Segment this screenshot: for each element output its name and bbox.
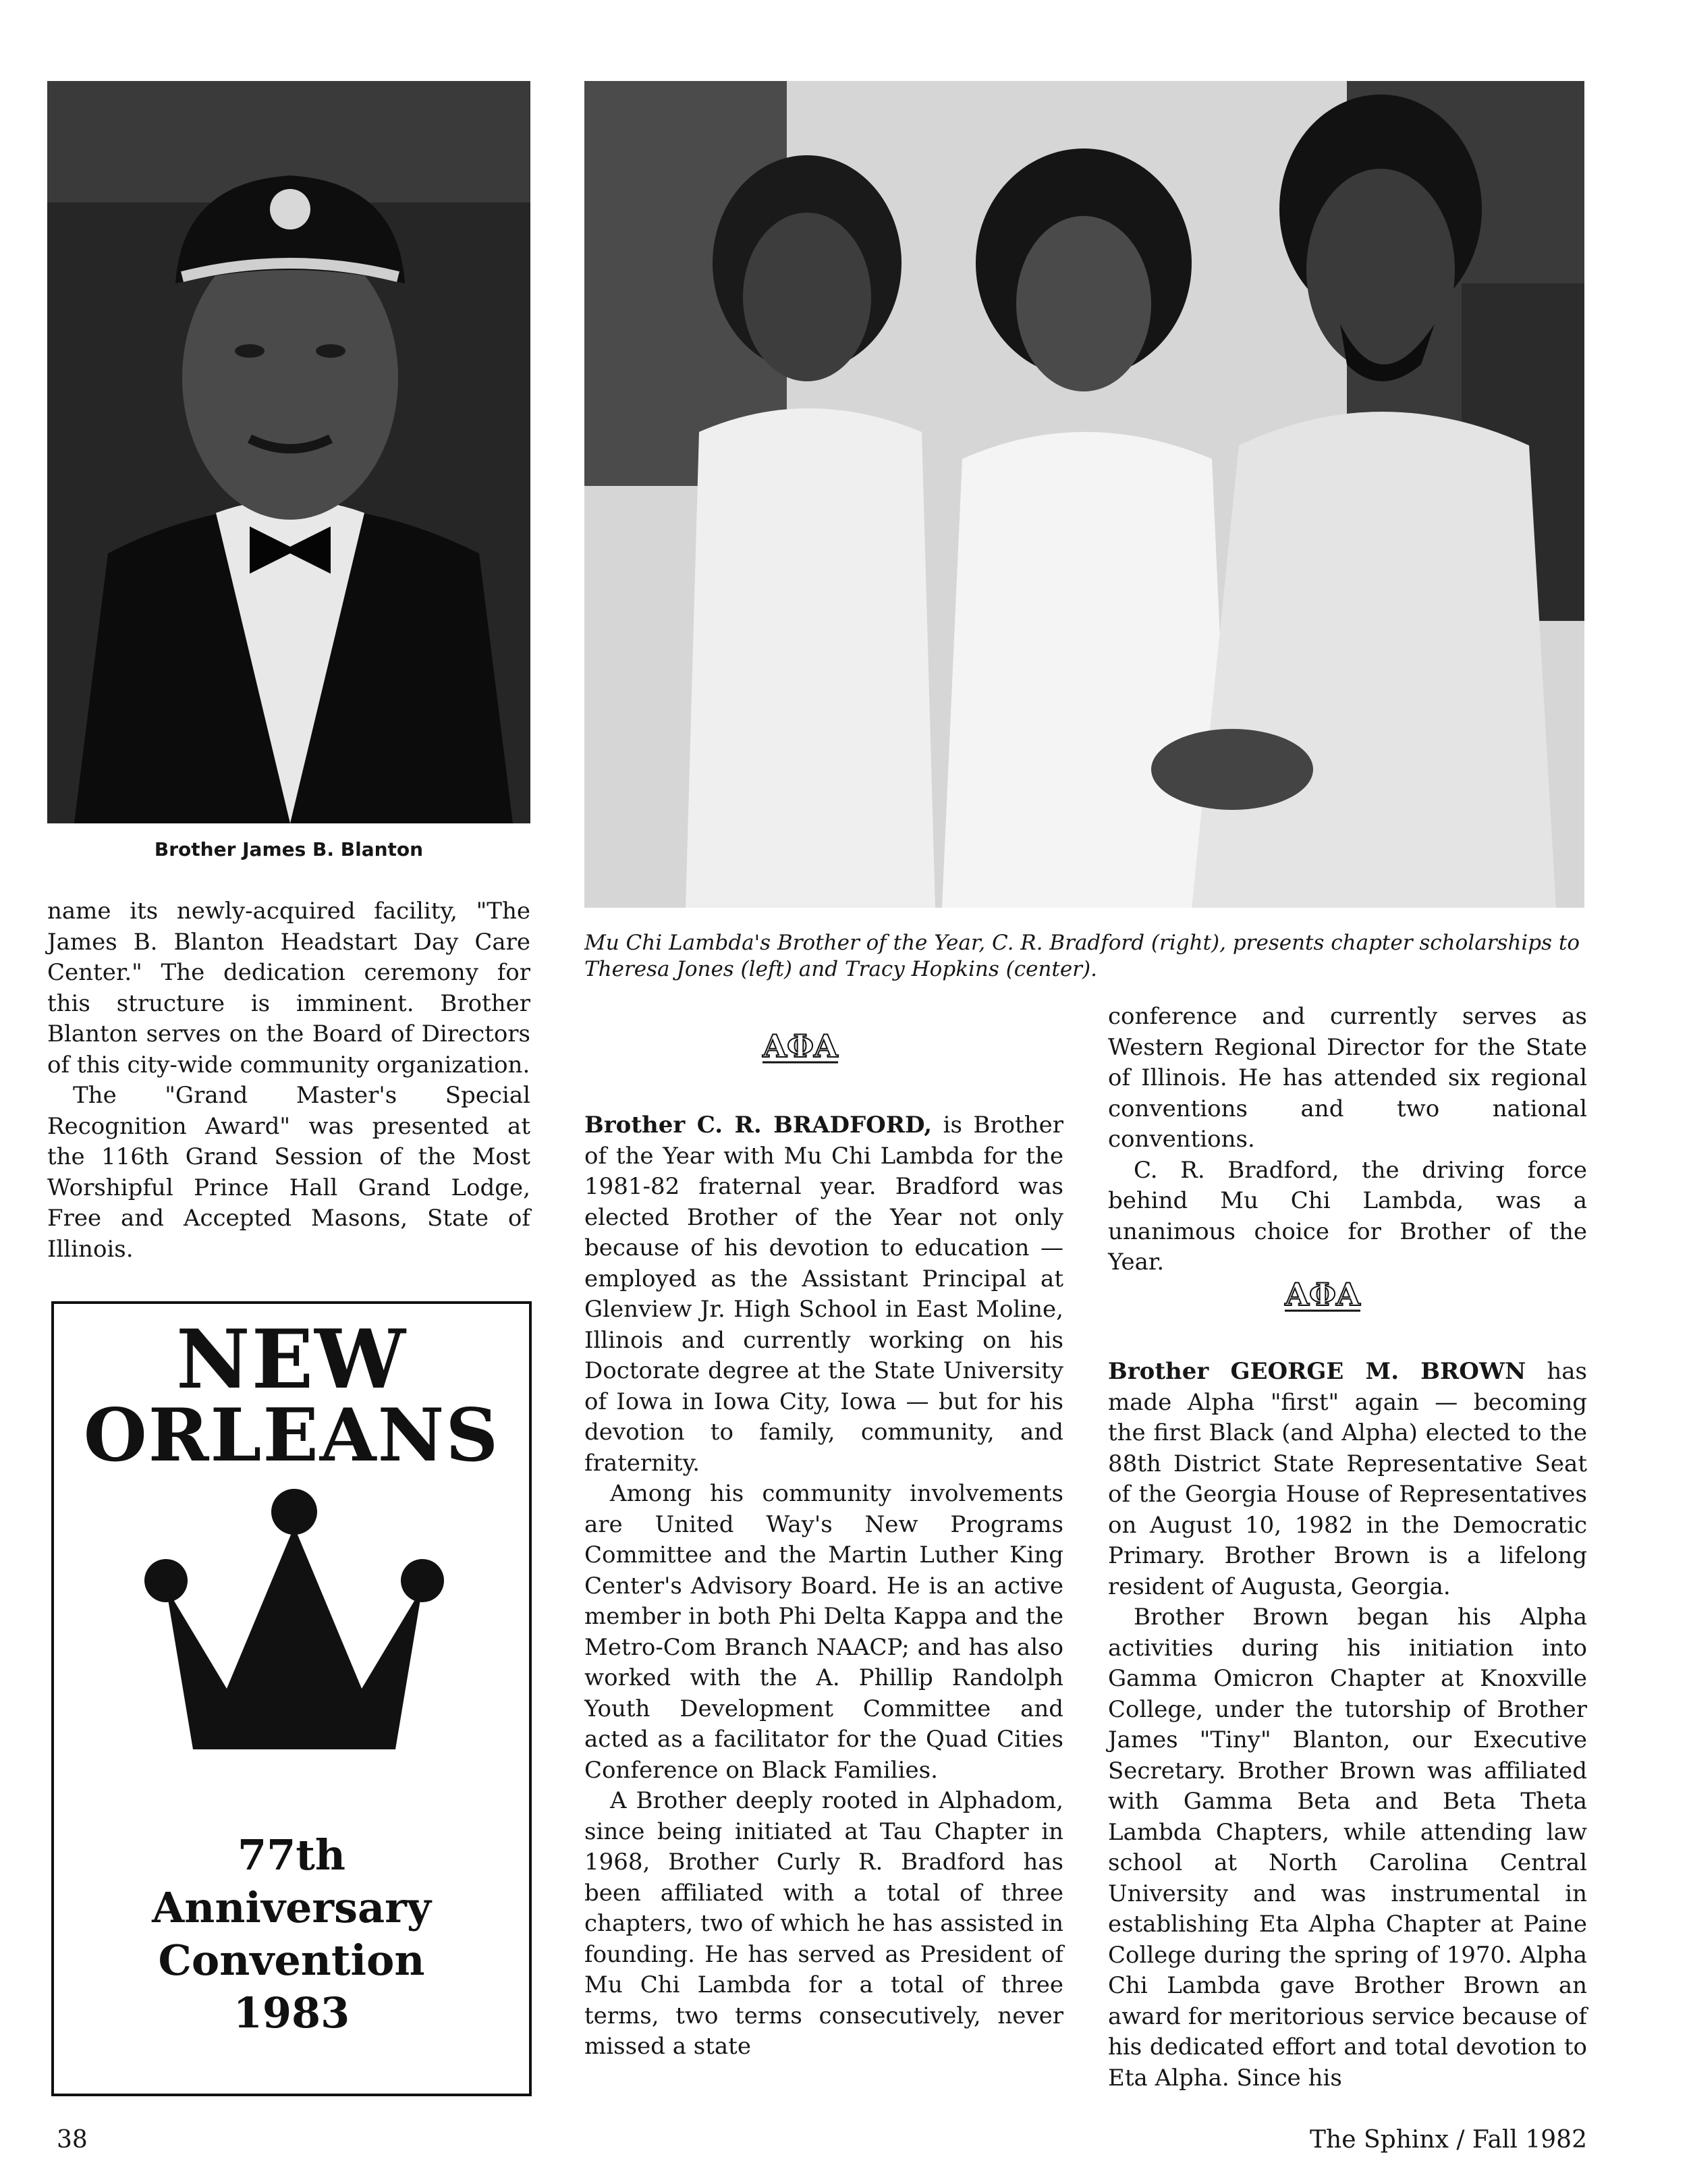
crest-text-right: ΑΦΑ — [1285, 1276, 1360, 1313]
column-right-bottom — [1108, 1357, 1587, 2094]
brown-lead: Brother GEORGE M. BROWN — [1108, 1358, 1526, 1385]
column-right-top — [1108, 1002, 1587, 1278]
left-paragraph-1: name its newly-acquired facility, "The James B. Blanton Headstart Day Care Center." The dedication ceremony for this structure is imminent. Brother Blanton serves on the Board of Directors of this city-wide community organization. — [47, 898, 530, 1079]
bradford-lead: Brother C. R. BRADFORD, — [584, 1112, 933, 1139]
ad-anniversary-word: Anniversary — [152, 1883, 431, 1932]
column-middle — [584, 1110, 1063, 2063]
page-number: 38 — [57, 2126, 88, 2154]
right-paragraph-3 — [1108, 1357, 1587, 1602]
right-paragraph-4: Brother Brown began his Alpha activities during his initiation into Gamma Omicron Chapter at Knoxville College, under the tutorship of Brother James "Tiny" Blanton, our Executive Secretary. Brother Brown was affiliated with Gamma Beta and Beta Theta Lambda Chapters, while attending law school at North Carolina Central University and was instrumental in establishing Eta Alpha Chapter at Paine College during the spring of 1970. Alpha Chi Lambda gave Brother Brown an award for meritorious service because of his dedicated effort and total devotion to Eta Alpha. Since his — [1108, 1604, 1587, 2092]
ad-convention-word: Convention — [158, 1936, 425, 1985]
convention-ad — [51, 1301, 532, 2096]
middle-paragraph-2: Among his community involvements are United Way's New Programs Committee and the Martin Luther King Center's Advisory Board. He is an active member in both Phi Delta Kappa and the Metro-Com Branch NAACP; and has also worked with the A. Phillip Randolph Youth Development Committee and acted as a facilitator for the Quad Cities Conference on Black Families. — [584, 1480, 1063, 1784]
group-photo — [584, 81, 1584, 908]
left-paragraph-2: The "Grand Master's Special Recognition Award" was presented at the 116th Grand Session of the Most Worshipful Prince Hall Grand Lodge, Free and Accepted Masons, State of Illinois. — [47, 1082, 530, 1263]
ad-title-line-2: ORLEANS — [83, 1393, 500, 1478]
blanton-photo-illustration — [47, 81, 530, 823]
publication-footer: The Sphinx / Fall 1982 — [1310, 2126, 1587, 2154]
fraternity-crest-icon-2 — [1282, 1274, 1363, 1315]
ad-year: 1983 — [233, 1988, 350, 2038]
crown-icon — [139, 1486, 449, 1770]
blanton-caption: Brother James B. Blanton — [154, 838, 424, 861]
crest-text-middle: ΑΦΑ — [763, 1028, 838, 1064]
fraternity-crest-icon — [760, 1026, 841, 1066]
right-paragraph-1: conference and currently serves as Western Regional Director for the State of Illinois. He has attended six regional conventions and two national conventions. — [1108, 1003, 1587, 1153]
middle-paragraph-3: A Brother deeply rooted in Alphadom, since being initiated at Tau Chapter in 1968, Brother Curly R. Bradford has been affiliated with a total of three chapters, two of which he has assisted in founding. He has served as President of Mu Chi Lambda for a total of three terms, two terms consecutively, never missed a state — [584, 1787, 1063, 2060]
blanton-photo — [47, 81, 530, 823]
ad-title-line-1: NEW — [176, 1312, 407, 1407]
ad-anniversary-number: 77th — [238, 1830, 345, 1880]
group-photo-illustration — [584, 81, 1584, 908]
group-photo-caption: Mu Chi Lambda's Brother of the Year, C. R. Bradford (right), presents chapter scholarships to Theresa Jones (left) and Tracy Hopkins (center). — [584, 931, 1580, 981]
right-paragraph-2: C. R. Bradford, the driving force behind Mu Chi Lambda, was a unanimous choice for Brother of the Year. — [1108, 1156, 1587, 1276]
brown-paragraph-text: has made Alpha "first" again — becoming the first Black (and Alpha) elected to the 88th District State Representative Seat of the Georgia House of Representatives on August 10, 1982 in the Democratic Primary. Brother Brown is a lifelong resident of Augusta, Georgia. — [1108, 1358, 1587, 1600]
bradford-paragraph-text: is Brother of the Year with Mu Chi Lambda for the 1981-82 fraternal year. Bradford was elected Brother of the Year not only because of his devotion to education — employed as the Assistant Principal at Glenview Jr. High School in East Moline, Illinois and currently working on his Doctorate degree at the State University of Iowa in Iowa City, Iowa — but for his devotion to family, community, and fraternity. — [584, 1112, 1063, 1477]
column-left — [47, 896, 530, 1265]
middle-paragraph-1 — [584, 1110, 1063, 1479]
